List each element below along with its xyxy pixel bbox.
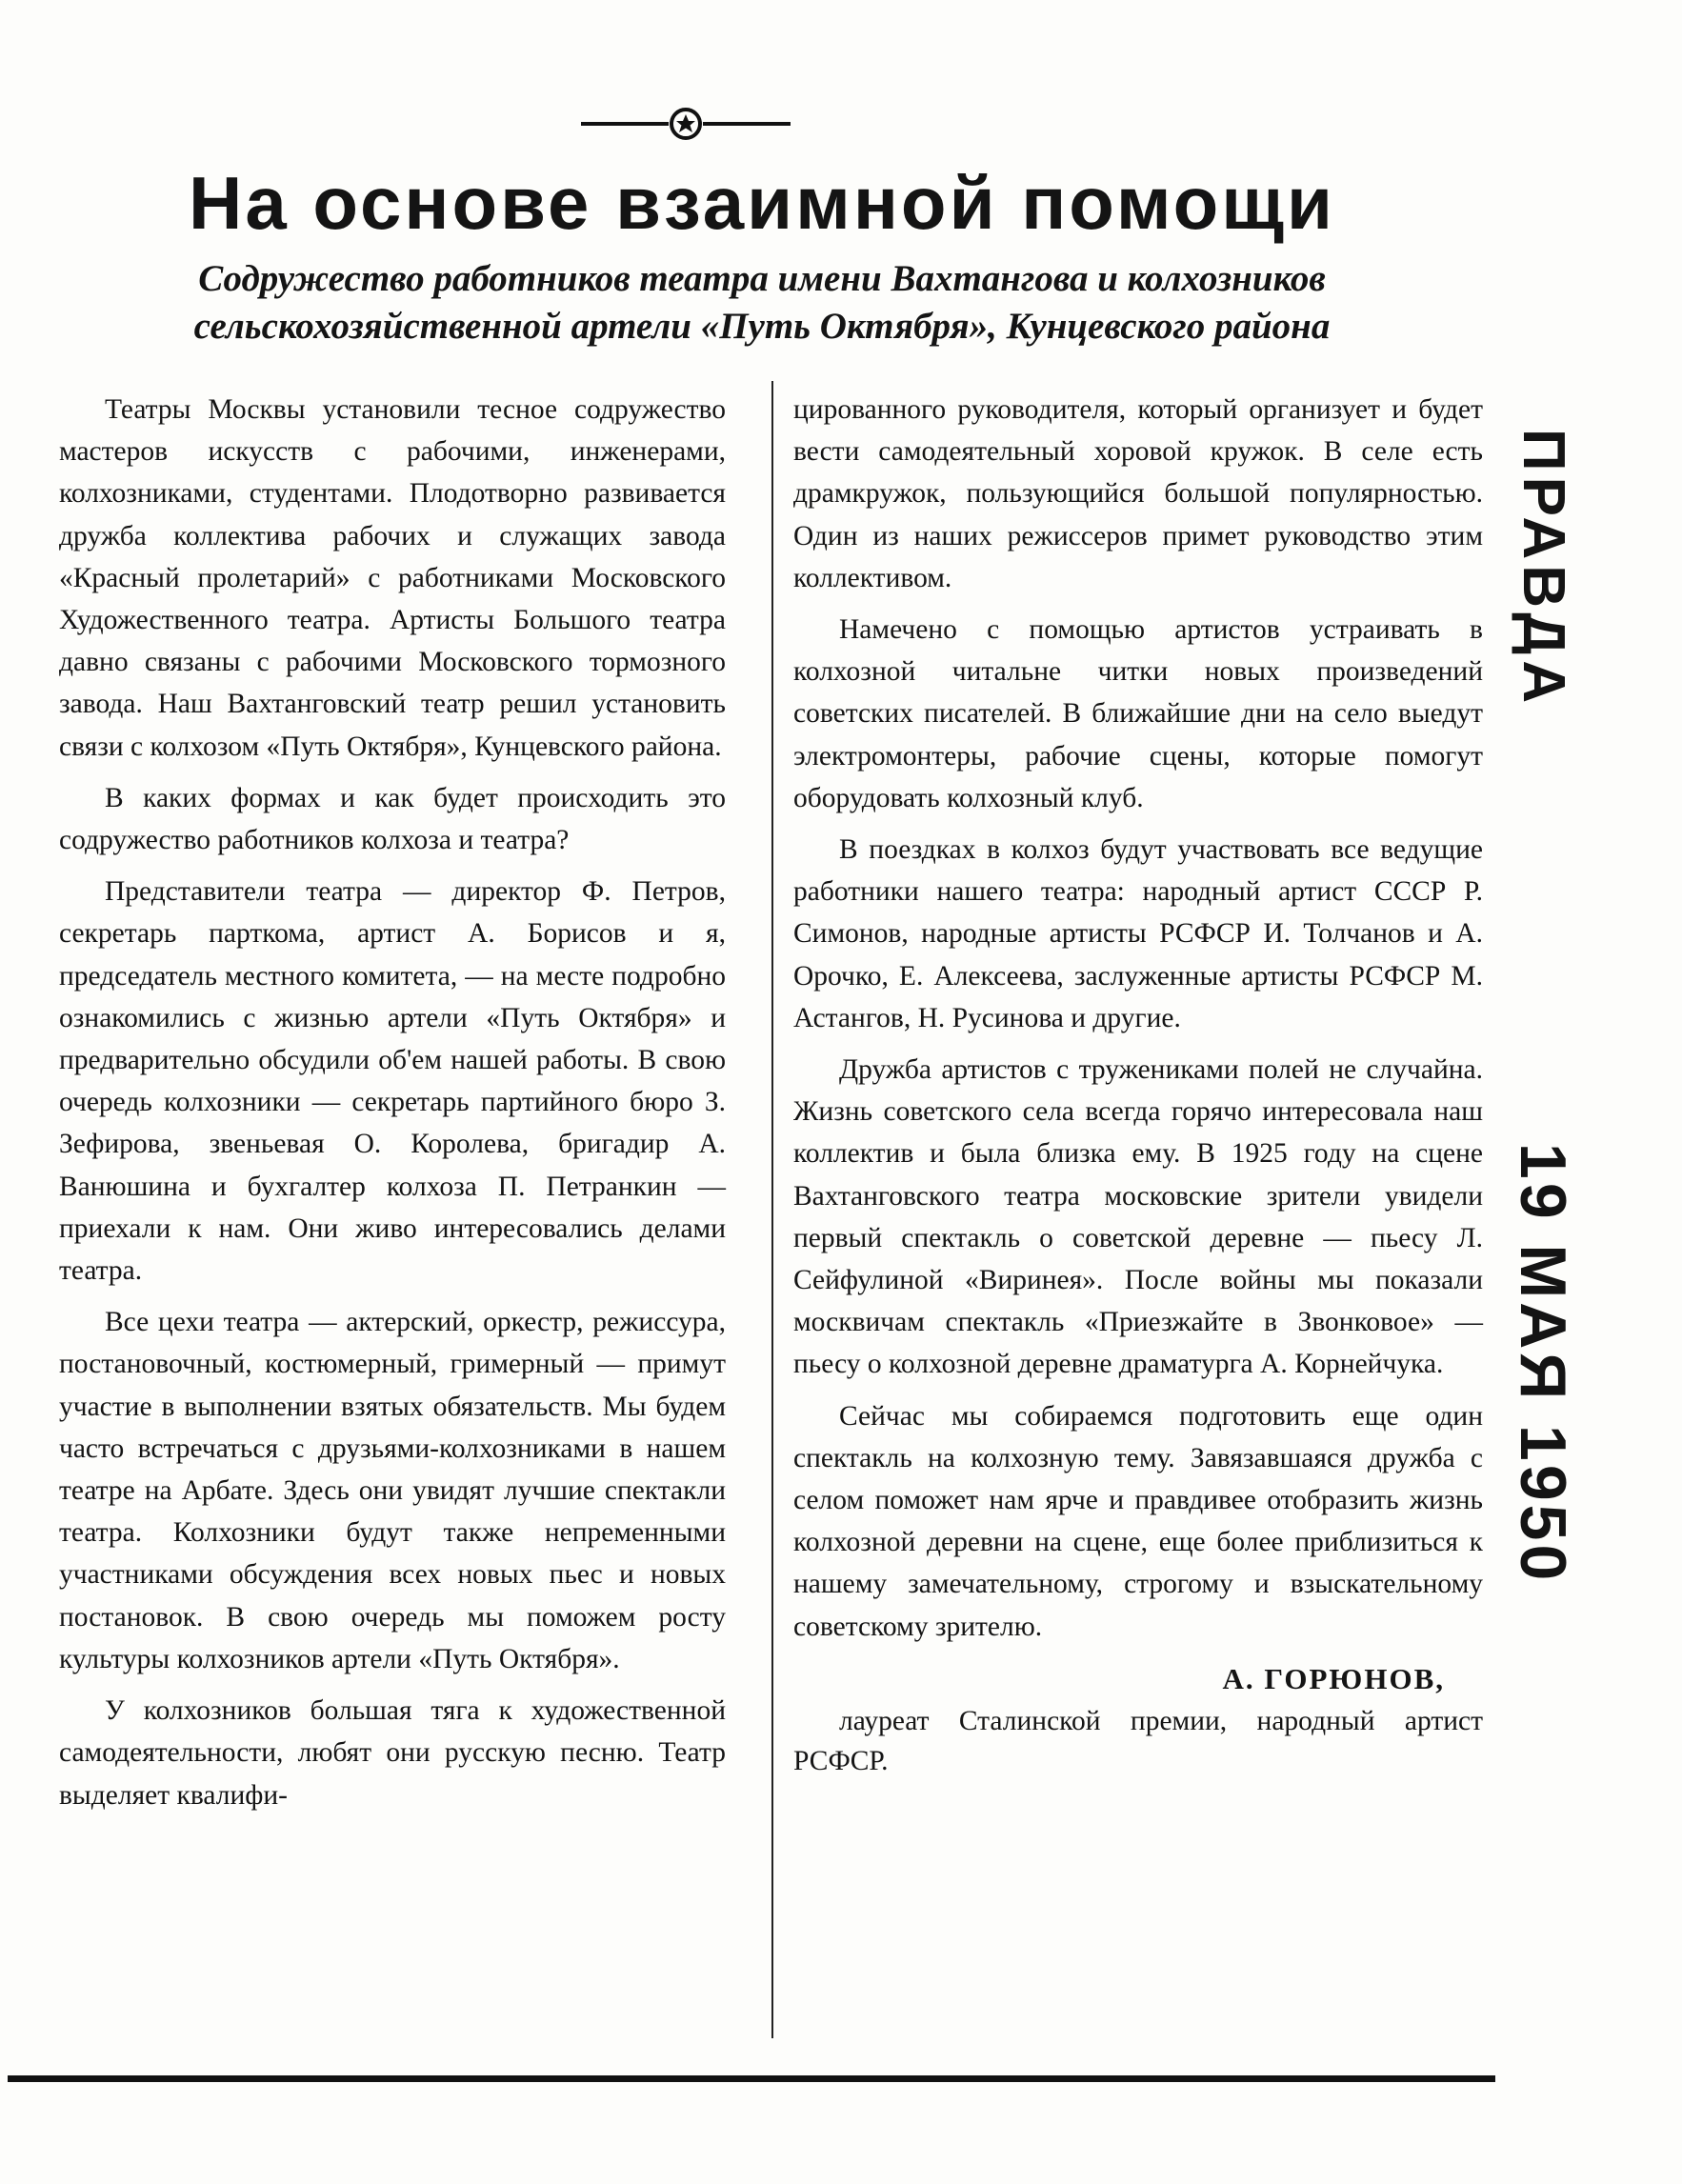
article-subheadline (57, 255, 1467, 351)
paragraph: Театры Москвы установили тесное содружество мастеров искусств с рабочими, инженерами, колхозниками, студентами. Плодотворно развивается дружба коллектива рабочих и служащих завода «Красный пролетарий» с работниками Московского Художественного театра. Артисты Большого театра давно связаны с рабочими Московского тормозного завода. Наш Вахтанговский театр решил установить связи с колхозом «Путь Октября», Кунцевского района. (59, 394, 726, 762)
author-name: А. ГОРЮНОВ, (1222, 1661, 1445, 1695)
paragraph: Намечено с помощью артистов устраивать в колхозной читальне читки новых произведений советских писателей. В ближайшие дни на село выедут электромонтеры, рабочие сцены, которые помогут оборудовать колхозный клуб. (793, 614, 1483, 813)
paragraph: цированного руководителя, который организует и будет вести самодеятельный хоровой кружок. В селе есть драмкружок, пользующийся большой популярностью. Один из наших режиссеров примет руководство этим коллективом. (793, 394, 1483, 593)
left-column (59, 389, 726, 1826)
author-title: лауреат Сталинской премии, народный артист РСФСР. (793, 1705, 1483, 1776)
paragraph: Дружба артистов с тружениками полей не случайна. Жизнь советского села всегда горячо интересовала наш коллектив и была близка ему. В 1925 году на сцене Вахтанговского театра московские зрители увидели первый спектакль о советской деревне — пьесу Л. Сейфулиной «Виринея». После войны мы показали москвичам спектакль «Приезжайте в Звонковое» — пьесу о колхозной деревне драматурга А. Корнейчука. (793, 1054, 1483, 1380)
star-ornament-icon (581, 103, 791, 145)
paragraph: У колхозников большая тяга к художественной самодеятельности, любят они русскую песню. Театр выделяет квалифи- (59, 1695, 726, 1811)
stamp-date: 19 МАЯ 1950 (1507, 1143, 1579, 1585)
archive-stamp (1486, 429, 1591, 1686)
subhead-line: сельскохозяйственной артели «Путь Октября», Кунцевского района (193, 306, 1331, 347)
stamp-newspaper: ПРАВДА (1511, 429, 1576, 710)
paragraph: Все цехи театра — актерский, оркестр, режиссура, постановочный, костюмерный, гримерный — примут участие в выполнении взятых обязательств. Мы будем часто встречаться с друзьями-колхозниками в нашем театре на Арбате. Здесь они увидят лучшие спектакли театра. Колхозники будут также непременными участниками обсуждения всех новых пьес и новых постановок. В свою очередь мы поможем росту культуры колхозников артели «Путь Октября». (59, 1307, 726, 1674)
paragraph: В каких формах и как будет происходить это содружество работников колхоза и театра? (59, 782, 726, 856)
article-headline: На основе взаимной помощи (188, 161, 1336, 245)
paragraph: В поездках в колхоз будут участвовать все ведущие работники нашего театра: народный артист СССР Р. Симонов, народные артисты РСФСР И. Толчанов и А. Орочко, Е. Алексеева, заслуженные артисты РСФСР М. Астангов, Н. Русинова и другие. (793, 834, 1483, 1033)
subhead-line: Содружество работников театра имени Вахтангова и колхозников (198, 258, 1326, 299)
paragraph: Сейчас мы собираемся подготовить еще один спектакль на колхозную тему. Завязавшаяся дружба с селом поможет нам ярче и правдивее отобразить жизнь колхозной деревни на сцене, еще более приблизиться к нашему замечательному, строгому и взыскательному советскому зрителю. (793, 1400, 1483, 1642)
column-divider (771, 381, 773, 2038)
paragraph: Представители театра — директор Ф. Петров, секретарь парткома, артист А. Борисов и я, председатель местного комитета, — на месте подробно ознакомились с жизнью артели «Путь Октября» и предварительно обсудили об'ем нашей работы. В свою очередь колхозники — секретарь партийного бюро З. Зефирова, звеньевая О. Королева, бригадир А. Ванюшина и бухгалтер колхоза П. Петранкин — приехали к нам. Они живо интересовались делами театра. (59, 876, 726, 1287)
right-column (793, 389, 1483, 1791)
bottom-rule (8, 2075, 1495, 2082)
